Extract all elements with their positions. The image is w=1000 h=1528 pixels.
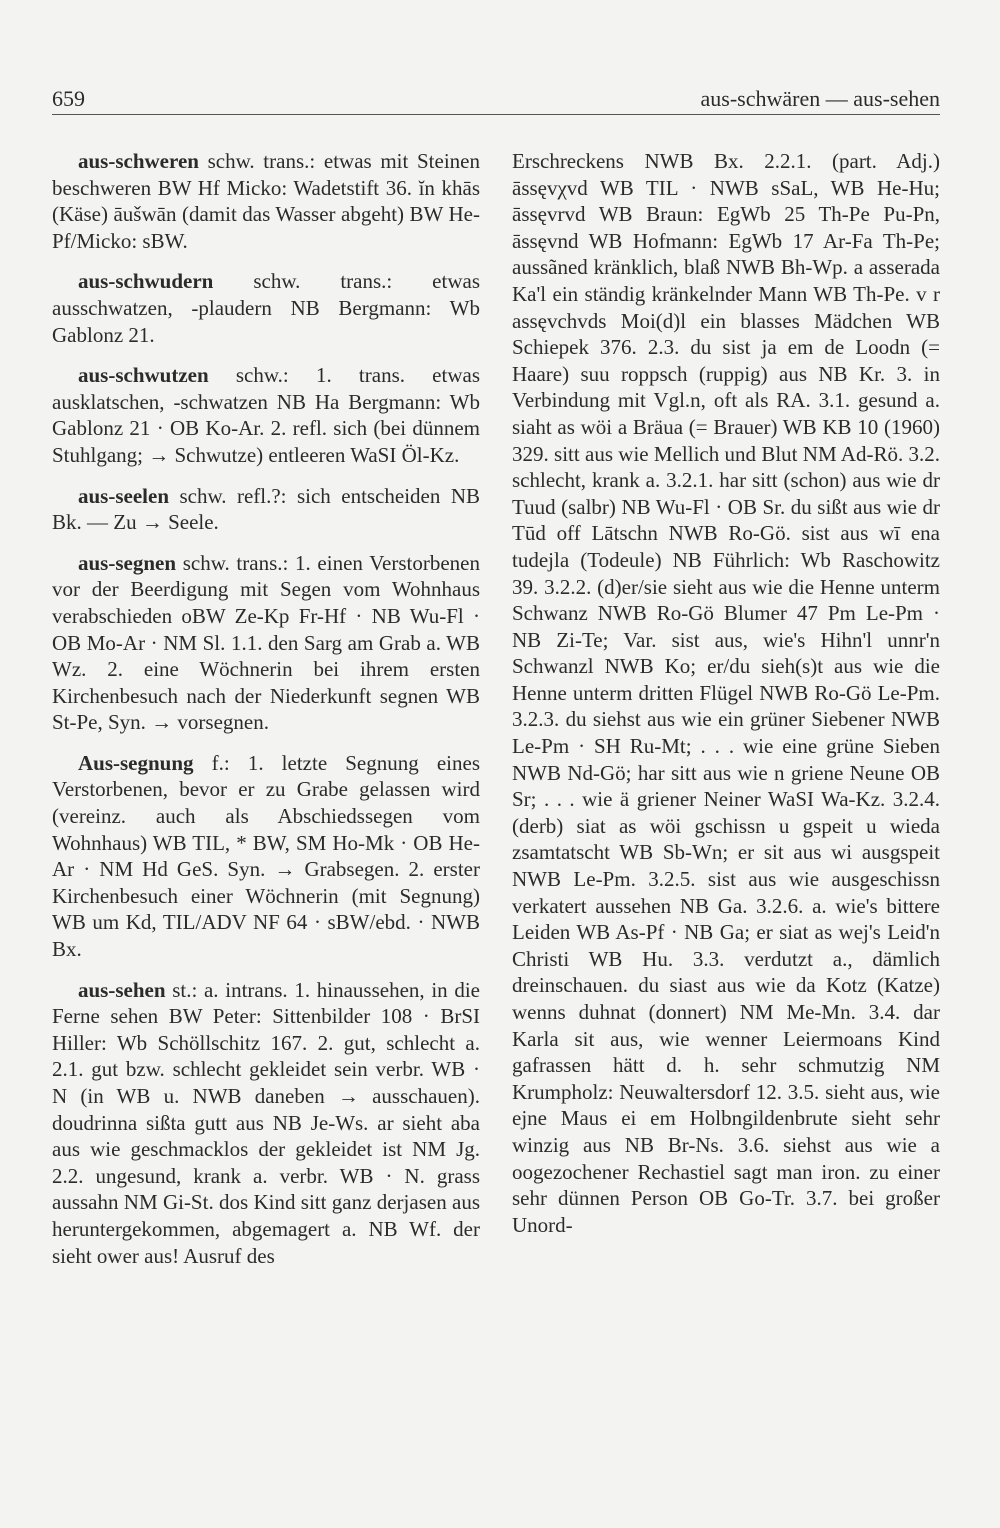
dictionary-entry	[52, 362, 480, 468]
entry-headword: aus-sehen	[78, 977, 166, 1002]
dictionary-entry	[52, 148, 480, 254]
running-head: aus-schwären — aus-sehen	[700, 86, 940, 111]
right-column	[512, 148, 940, 1238]
entry-definition: f.: 1. letzte Segnung eines Verstorbenen, bevor er zu Grabe gelassen wird (vereinz. auch als Abschiedssegen vom Wohnhaus) WB TIL, * BW, SM Ho-Mk · OB He-Ar · NM Hd GeS. Syn. → Grabsegen. 2. erster Kirchenbesuch einer Wöchnerin (mit Segnung) WB um Kd, TIL/ADV NF 64 · sBW/ebd. · NWB Bx.	[52, 750, 480, 962]
entry-headword: Aus-segnung	[78, 750, 194, 775]
page-header	[52, 86, 940, 115]
dictionary-entry	[52, 750, 480, 963]
left-column	[52, 148, 480, 1283]
entry-definition: schw. trans.: 1. einen Verstorbenen vor der Beerdigung mit Segen vom Wohnhaus verabschieden oBW Ze-Kp Fr-Hf · NB Wu-Fl · OB Mo-Ar · NM Sl. 1.1. den Sarg am Grab a. WB Wz. 2. eine Wöchnerin bei ihrem ersten Kirchenbesuch nach der Niederkunft segnen WB St-Pe, Syn. → vorsegnen.	[52, 550, 480, 735]
entry-headword: aus-seelen	[78, 483, 169, 508]
dictionary-entry	[52, 977, 480, 1270]
dictionary-entry	[52, 550, 480, 736]
entry-definition: schw.: 1. trans. etwas ausklatschen, -schwatzen NB Ha Bergmann: Wb Gablonz 21 · OB Ko-Ar. 2. refl. sich (bei dünnem Stuhlgang; → Schwutze) entleeren WaSI Öl-Kz.	[52, 363, 480, 467]
entry-continuation: Erschreckens NWB Bx. 2.2.1. (part. Adj.) āssęvχvd WB TIL · NWB sSaL, WB He-Hu; āssęvrvd WB Braun: EgWb 25 Th-Pe Pu-Pn, āssęvnd WB Hofmann: EgWb 17 Ar-Fa Th-Pe; aussãned kränklich, blaß NWB Bh-Wp. a asserada Ka'l ein ständig kränkelnder Mann WB Th-Pe. v r assęvchvds Moi(d)l ein blasses Mädchen WB Schiepek 376. 2.3. du sist ja em de Loodn (= Haare) suu roppsch (ruppig) aus NB Kr. 3. in Verbindung mit Vgl.n, oft als RA. 3.1. gesund a. siaht as wöi a Bräua (= Brauer) WB KB 10 (1960) 329. sitt aus wie Mellich und Blut NM Ad-Rö. 3.2. schlecht, krank a. 3.2.1. har sitt (schon) aus wie dr Tuud (salbr) NB Wu-Fl · OB Sr. du sißt aus wie dr Tūd off Lātschn NWB Ro-Gö. sist aus wī ena tudejla (Todeule) NB Führlich: Wb Raschowitz 39. 3.2.2. (d)er/sie sieht aus wie die Henne unterm Schwanz NWB Ro-Gö Blumer 47 Pm Le-Pm · NB Zi-Te; Var. sist aus, wie's Hihn'l unnr'n Schwanzl NWB Ko; er/du sieh(s)t aus wie die Henne unterm dritten Flügel NWB Ro-Gö Le-Pm. 3.2.3. du siehst aus wie ein grüner Siebener NWB Le-Pm · SH Ru-Mt; . . . wie eine grüne Sieben NWB Nd-Gö; har sitt aus wie n griene Neune OB Sr; . . . wie ä griener Neiner WaSI Wa-Kz. 3.2.4. (derb) siat as wöi gschissn u gspeit u wieda zsamtatscht WB Sb-Wn; er sit aus wi ausgspeit NWB Le-Pm. 3.2.5. sist aus wie ausgeschissn verkatert aussehen NB Ga. 3.2.6. a. wie's bittere Leiden WB As-Pf · NB Ga; er siat as wej's Leid'n Christi WB Hu. 3.3. verdutzt a., dämlich dreinschauen. du siast aus wie da Kotz (Katze) wenns duhnat (donnert) NM Me-Mn. 3.4. dar Karla sit aus, wie wenner Leiermoans Kind gafrassen hätt d. h. sehr schmutzig NM Krumpholz: Neuwaltersdorf 12. 3.5. sieht aus, wie ejne Maus ei em Holbngildenbrute sieht sehr winzig aus NB Br-Ns. 3.6. siehst aus wie a oogezochener Rechastiel sagt man iron. zu einer sehr dünnen Person OB Go-Tr. 3.7. bei großer Unord-	[512, 149, 940, 1237]
entry-headword: aus-schwutzen	[78, 363, 209, 388]
entry-headword: aus-schwudern	[78, 269, 214, 294]
entry-definition: schw. trans.: etwas mit Steinen beschweren BW Hf Micko: Wadetstift 36. ĭn khās (Käse) āušwān (damit das Wasser abgeht) BW He-Pf/Micko: sBW.	[52, 149, 480, 253]
dictionary-entry	[52, 268, 480, 348]
entry-definition: st.: a. intrans. 1. hinaussehen, in die Ferne sehen BW Peter: Sittenbilder 108 · BrSI Hiller: Wb Schöllschitz 167. 2. gut, schlecht a. 2.1. gut bzw. schlecht gekleidet sein verbr. WB · N (in WB u. NWB daneben → ausschauen). doudrinna sißta gutt aus NB Je-Ws. ar sieht aba aus wie geschmacklos der gekleidet ist NM Jg. 2.2. ungesund, krank a. verbr. WB · N. grass aussahn NM Gi-St. dos Kind sitt ganz derjasen aus heruntergekommen, abgemagert a. NB Wf. der sieht ower aus! Ausruf des	[52, 977, 480, 1268]
entry-headword: aus-segnen	[78, 550, 177, 575]
page-number: 659	[52, 86, 85, 111]
entry-headword: aus-schweren	[78, 149, 199, 173]
entry-definition: schw. trans.: etwas ausschwatzen, -plaudern NB Bergmann: Wb Gablonz 21.	[52, 269, 480, 347]
dictionary-entry	[52, 483, 480, 536]
entry-definition: schw. refl.?: sich entscheiden NB Bk. — Zu → Seele.	[52, 483, 480, 535]
